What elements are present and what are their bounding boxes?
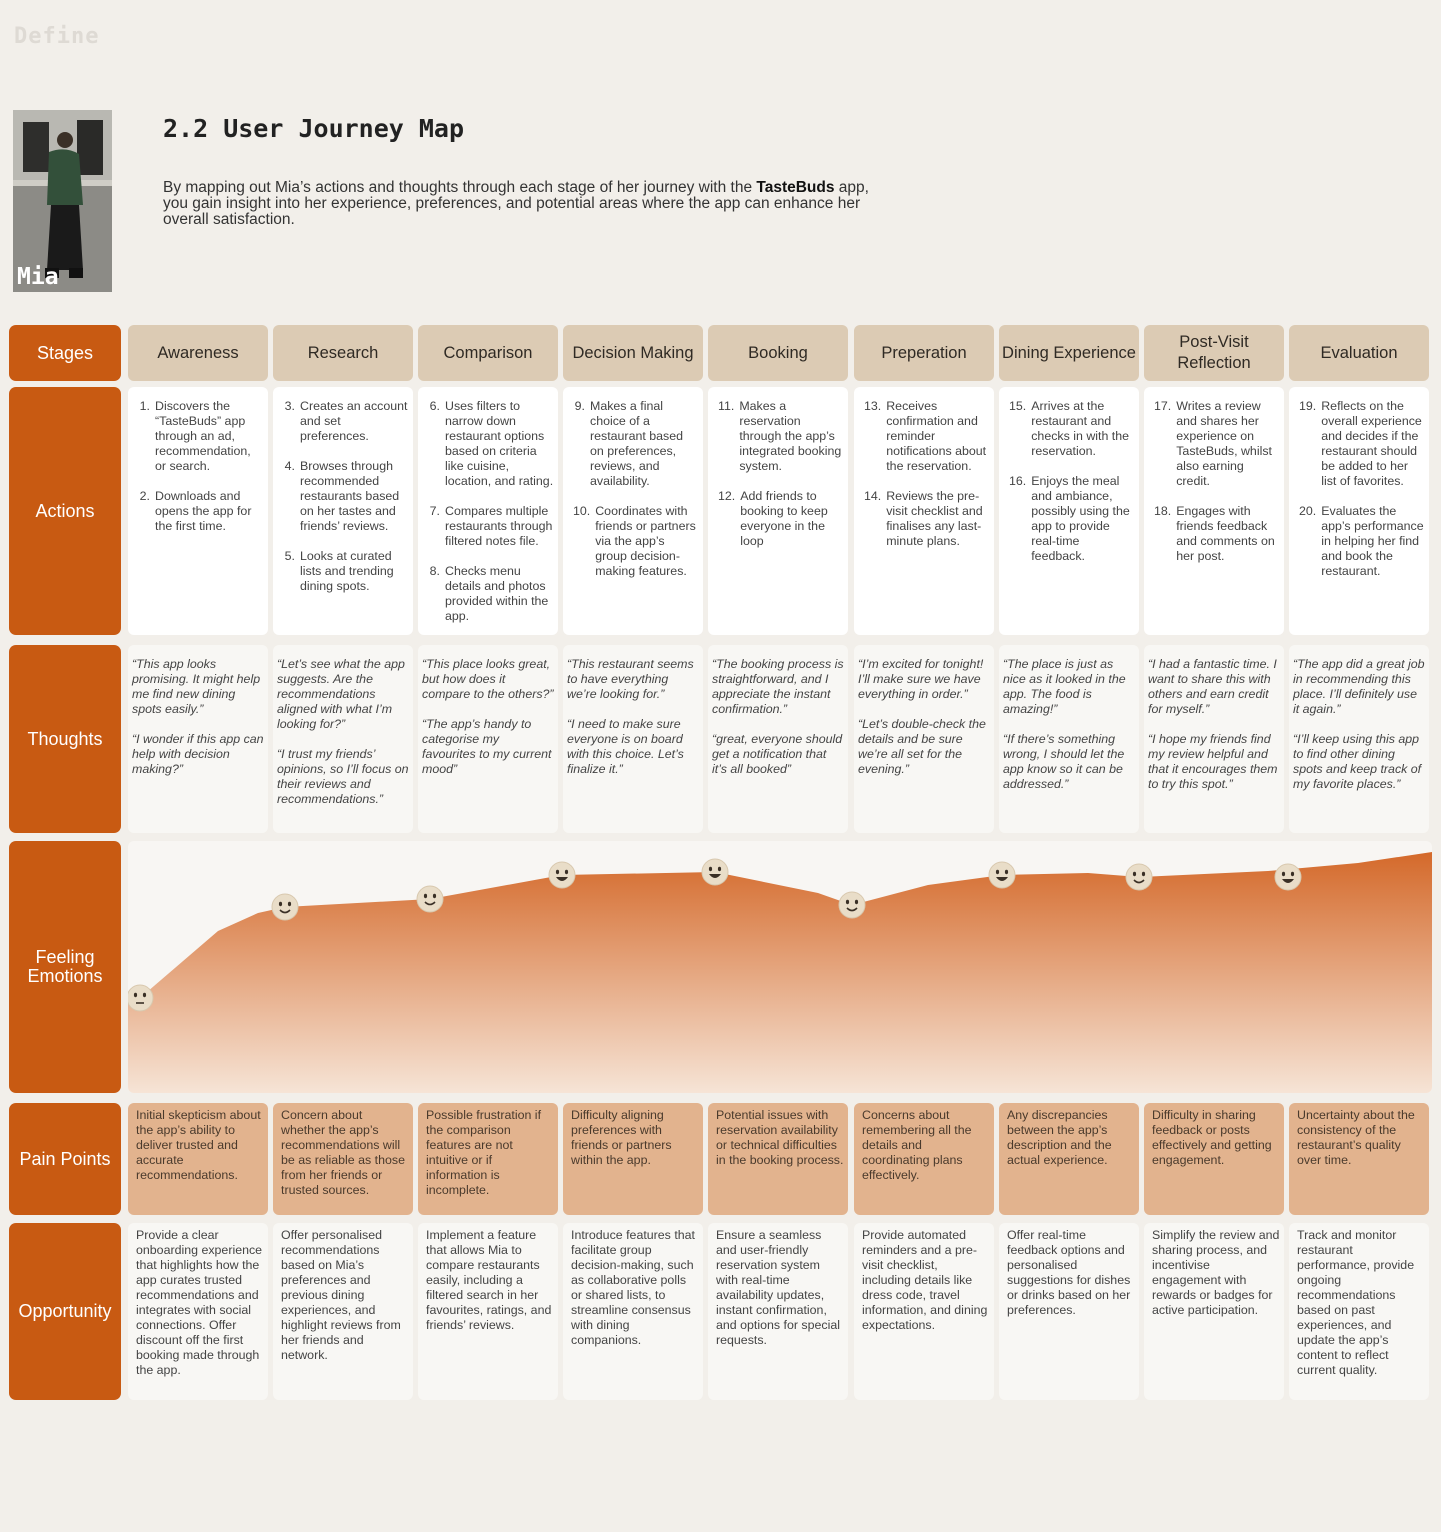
thought-quote: “I had a fantastic time. I want to share this with others and earn credit for myself.”: [1148, 657, 1277, 716]
action-number: 1.: [139, 399, 150, 413]
action-text: Downloads and opens the app for the first time.: [155, 489, 252, 533]
actions-cell: [708, 387, 848, 635]
neutral-face-icon: [128, 985, 153, 1011]
smile-face-icon: [272, 894, 298, 920]
action-text: Reflects on the overall experience and decides if the restaurant should be added to her list of favorites.: [1321, 399, 1422, 488]
action-item: [428, 504, 554, 549]
emotion-area: [128, 852, 1432, 1093]
action-item: [864, 489, 990, 549]
action-number: 9.: [574, 399, 585, 413]
thoughts-cell: [418, 645, 558, 833]
stage-header: Research: [273, 325, 413, 381]
opportunity-cell: Offer real-time feedback options and personalised suggestions for dishes or drinks based on her preferences.: [999, 1223, 1139, 1400]
page-title: 2.2 User Journey Map: [163, 114, 465, 143]
action-number: 13.: [864, 399, 882, 413]
action-item: [1299, 399, 1425, 489]
action-item: [1299, 504, 1425, 579]
thought-quote: “This place looks great, but how does it compare to the others?”: [422, 657, 554, 701]
action-number: 10.: [573, 504, 591, 518]
thought-quote: “great, everyone should get a notification that it’s all booked”: [712, 732, 843, 776]
action-number: 7.: [429, 504, 440, 518]
action-item: [1009, 474, 1135, 564]
section-tag: Define: [14, 24, 100, 49]
opportunity-cell: Introduce features that facilitate group decision-making, such as collaborative polls or shared lists, to streamline consensus with dining companions.: [563, 1223, 703, 1400]
brand-name: TasteBuds: [756, 179, 835, 196]
thought-quote: “This restaurant seems to have everything we’re looking for.”: [567, 657, 694, 701]
row-label-opportunity: Opportunity: [9, 1223, 121, 1400]
smile-face-icon: [839, 892, 865, 918]
action-item: [573, 399, 699, 489]
stage-header: Awareness: [128, 325, 268, 381]
intro-text: [163, 180, 893, 228]
thoughts-cell: [1289, 645, 1429, 833]
smile-face-icon: [1126, 864, 1152, 890]
thought-quote: “The app’s handy to categorise my favourites to my current mood”: [422, 717, 552, 776]
opportunity-cell: Provide automated reminders and a pre-visit checklist, including details like dress code, travel information, and dining expectations.: [854, 1223, 994, 1400]
grin-face-icon: [549, 862, 575, 888]
action-text: Evaluates the app’s performance in helping her find and book the restaurant.: [1321, 504, 1424, 578]
action-item: [283, 399, 409, 444]
action-item: [283, 549, 409, 594]
persona-name: Mia: [17, 264, 59, 290]
pain-point-cell: Initial skepticism about the app’s ability to deliver trusted and accurate recommendations.: [128, 1103, 268, 1215]
thoughts-cell: [1144, 645, 1284, 833]
action-text: Writes a review and shares her experience on TasteBuds, whilst also earning credit.: [1176, 399, 1272, 488]
actions-cell: [128, 387, 268, 635]
smile-face-icon: [417, 886, 443, 912]
laughing-face-icon: [989, 862, 1015, 888]
thought-quote: “If there’s something wrong, I should let the app know so it can be addressed.”: [1003, 732, 1125, 791]
emotion-curve-svg: [128, 841, 1432, 1093]
pain-point-cell: Uncertainty about the consistency of the restaurant’s quality over time.: [1289, 1103, 1429, 1215]
opportunity-cell: Implement a feature that allows Mia to compare restaurants easily, including a filtered search in her favourites, ratings, and friends’ reviews.: [418, 1223, 558, 1400]
actions-cell: [1289, 387, 1429, 635]
action-number: 5.: [284, 549, 295, 563]
thought-quote: “I wonder if this app can help with decision making?”: [132, 732, 264, 776]
stage-header: Comparison: [418, 325, 558, 381]
action-item: [138, 399, 264, 474]
action-item: [283, 459, 409, 534]
action-number: 14.: [864, 489, 882, 503]
thought-quote: “The place is just as nice as it looked in the app. The food is amazing!”: [1003, 657, 1126, 716]
thought-quote: “I’ll keep using this app to find other dining spots and keep track of my favorite places.”: [1293, 732, 1422, 791]
action-item: [573, 504, 699, 579]
intro-after: app, you gain insight into her experience, preferences, and potential areas where the app can enhance her overall satisfaction.: [163, 179, 869, 228]
stage-header: Dining Experience: [999, 325, 1139, 381]
action-number: 18.: [1154, 504, 1172, 518]
action-text: Compares multiple restaurants through filtered notes file.: [445, 504, 553, 548]
action-text: Reviews the pre-visit checklist and finalises any last-minute plans.: [886, 489, 983, 548]
action-number: 2.: [139, 489, 150, 503]
pain-point-cell: Concerns about remembering all the details and coordinating plans effectively.: [854, 1103, 994, 1215]
actions-cell: [563, 387, 703, 635]
intro-before: By mapping out Mia’s actions and thoughts through each stage of her journey with the: [163, 179, 757, 196]
action-text: Engages with friends feedback and comments on her post.: [1176, 504, 1275, 563]
actions-cell: [854, 387, 994, 635]
action-item: [718, 489, 844, 549]
pain-point-cell: Difficulty in sharing feedback or posts effectively and getting engagement.: [1144, 1103, 1284, 1215]
actions-cell: [999, 387, 1139, 635]
action-text: Browses through recommended restaurants based on her tastes and friends’ reviews.: [300, 459, 400, 533]
row-label-pain-points: Pain Points: [9, 1103, 121, 1215]
action-number: 6.: [429, 399, 440, 413]
action-text: Discovers the “TasteBuds” app through an ad, recommendation, or search.: [155, 399, 251, 473]
actions-cell: [273, 387, 413, 635]
action-text: Looks at curated lists and trending dining spots.: [300, 549, 394, 593]
stage-header: Decision Making: [563, 325, 703, 381]
row-label-emotions: Feeling Emotions: [9, 841, 121, 1093]
pain-point-cell: Possible frustration if the comparison features are not intuitive or if information is incomplete.: [418, 1103, 558, 1215]
grin-face-icon: [702, 859, 728, 885]
stage-header: Preperation: [854, 325, 994, 381]
action-item: [428, 564, 554, 624]
actions-cell: [418, 387, 558, 635]
thought-quote: “The booking process is straightforward, and I appreciate the instant confirmation.”: [712, 657, 844, 716]
thoughts-cell: [708, 645, 848, 833]
thought-quote: “I trust my friends’ opinions, so I’ll focus on their reviews and recommendations.”: [277, 747, 409, 806]
pain-point-cell: Any discrepancies between the app’s description and the actual experience.: [999, 1103, 1139, 1215]
action-text: Uses filters to narrow down restaurant options based on criteria like cuisine, location, and rating.: [445, 399, 554, 488]
row-label-actions: Actions: [9, 387, 121, 635]
thought-quote: “I’m excited for tonight! I’ll make sure we have everything in order.”: [858, 657, 984, 701]
action-number: 19.: [1299, 399, 1317, 413]
thoughts-cell: [999, 645, 1139, 833]
action-number: 8.: [429, 564, 440, 578]
row-label-thoughts: Thoughts: [9, 645, 121, 833]
action-text: Enjoys the meal and ambiance, possibly using the app to provide real-time feedback.: [1031, 474, 1130, 563]
action-number: 4.: [284, 459, 295, 473]
action-text: Creates an account and set preferences.: [300, 399, 408, 443]
action-text: Coordinates with friends or partners via the app’s group decision-making features.: [595, 504, 696, 578]
action-text: Makes a final choice of a restaurant based on preferences, reviews, and availability.: [590, 399, 683, 488]
thoughts-cell: [563, 645, 703, 833]
opportunity-cell: Provide a clear onboarding experience that highlights how the app curates trusted recommendations and integrates with social connections. Offer discount off the first booking made through the app.: [128, 1223, 268, 1400]
action-text: Arrives at the restaurant and checks in with the reservation.: [1031, 399, 1130, 458]
thoughts-cell: [854, 645, 994, 833]
action-item: [428, 399, 554, 489]
action-item: [1154, 399, 1280, 489]
action-item: [1009, 399, 1135, 459]
action-number: 15.: [1009, 399, 1027, 413]
thought-quote: “I need to make sure everyone is on board with this choice. Let’s finalize it.”: [567, 717, 684, 776]
laughing-face-icon: [1275, 864, 1301, 890]
opportunity-cell: Simplify the review and sharing process, and incentivise engagement with rewards or badges for active participation.: [1144, 1223, 1284, 1400]
action-number: 11.: [718, 399, 735, 413]
persona-photo: [13, 110, 112, 292]
action-number: 12.: [718, 489, 736, 503]
action-item: [1154, 504, 1280, 564]
actions-cell: [1144, 387, 1284, 635]
thoughts-cell: [128, 645, 268, 833]
action-item: [138, 489, 264, 534]
thought-quote: “The app did a great job in recommending this place. I’ll definitely use it again.”: [1293, 657, 1425, 716]
pain-point-cell: Difficulty aligning preferences with friends or partners within the app.: [563, 1103, 703, 1215]
thought-quote: “I hope my friends find my review helpful and that it encourages them to try this spot.”: [1148, 732, 1278, 791]
opportunity-cell: Ensure a seamless and user-friendly reservation system with real-time availability updates, instant confirmation, and options for special requests.: [708, 1223, 848, 1400]
stage-header: Evaluation: [1289, 325, 1429, 381]
pain-point-cell: Concern about whether the app’s recommendations will be as reliable as those from her friends or trusted sources.: [273, 1103, 413, 1215]
action-text: Makes a reservation through the app’s integrated booking system.: [739, 399, 842, 473]
thought-quote: “This app looks promising. It might help me find new dining spots easily.”: [132, 657, 261, 716]
row-label-stages: Stages: [9, 325, 121, 381]
action-text: Checks menu details and photos provided within the app.: [445, 564, 549, 623]
opportunity-cell: Track and monitor restaurant performance, provide ongoing recommendations based on past experiences, and update the app’s content to reflect current quality.: [1289, 1223, 1429, 1400]
pain-point-cell: Potential issues with reservation availability or technical difficulties in the booking process.: [708, 1103, 848, 1215]
action-number: 16.: [1009, 474, 1027, 488]
action-number: 17.: [1154, 399, 1172, 413]
action-text: Add friends to booking to keep everyone in the loop: [740, 489, 828, 548]
action-item: [718, 399, 844, 474]
stage-header: Booking: [708, 325, 848, 381]
stage-header: Post-Visit Reflection: [1144, 325, 1284, 381]
thought-quote: “Let’s see what the app suggests. Are the recommendations aligned with what I’m looking for?”: [277, 657, 405, 731]
thought-quote: “Let’s double-check the details and be sure we’re all set for the evening.”: [858, 717, 986, 776]
action-number: 3.: [284, 399, 295, 413]
action-text: Receives confirmation and reminder notifications about the reservation.: [886, 399, 987, 473]
emotion-chart: [128, 841, 1432, 1093]
action-item: [864, 399, 990, 474]
thoughts-cell: [273, 645, 413, 833]
opportunity-cell: Offer personalised recommendations based on Mia’s preferences and previous dining experiences, and highlight reviews from her friends and network.: [273, 1223, 413, 1400]
action-number: 20.: [1299, 504, 1317, 518]
